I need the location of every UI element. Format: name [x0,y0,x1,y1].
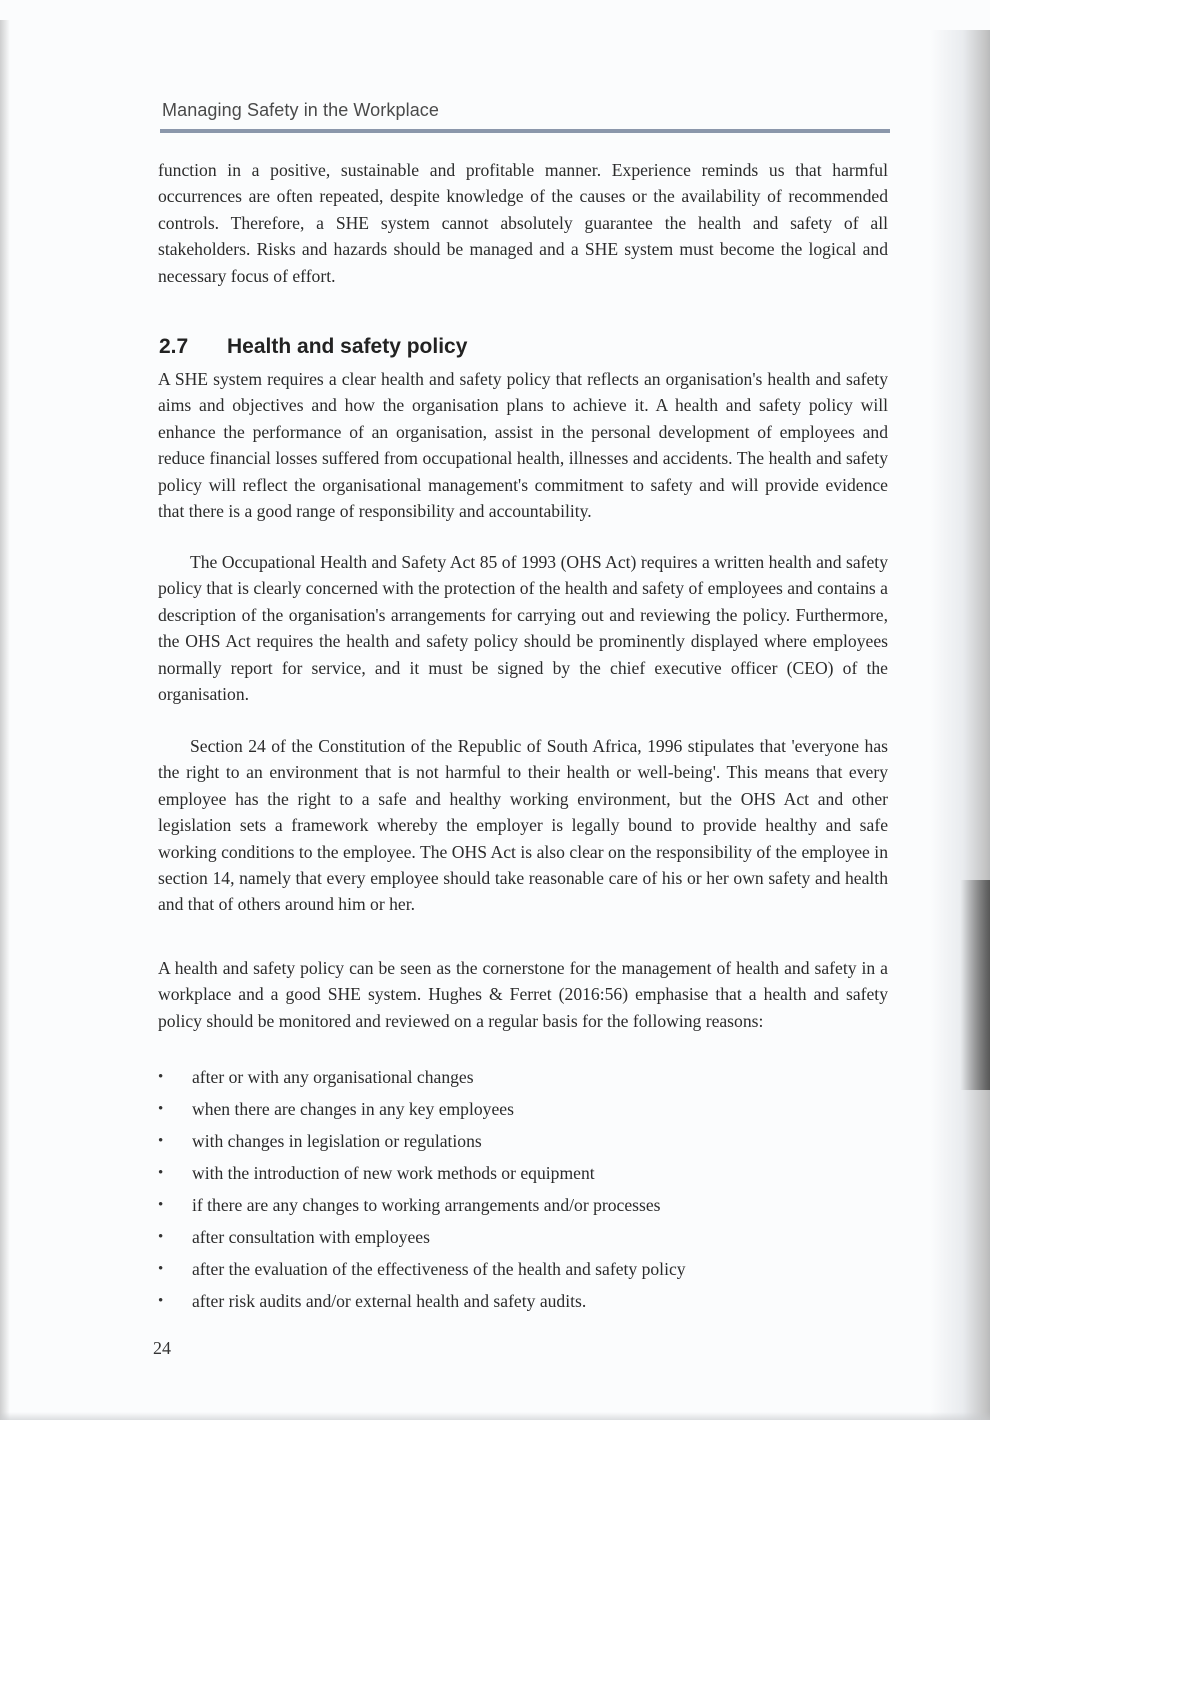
page-shadow-dark [960,880,990,1090]
intro-paragraph: function in a positive, sustainable and profitable manner. Experience reminds us that harmful occurrences are often repeated, despite knowledge of the causes or the availability of recommended controls. Therefore, a SHE system cannot absolutely guarantee the health and safety of all stakeholders. Risks and hazards should be managed and a SHE system must become the logical and necessary focus of effort. [158,160,888,286]
bullet-icon: • [158,1293,164,1309]
bullet-icon: • [158,1261,164,1277]
section-number: 2.7 [159,335,189,358]
list-item [158,1125,878,1157]
list-item [158,1093,878,1125]
bullet-icon: • [158,1069,164,1085]
body-paragraph: A SHE system requires a clear health and safety policy that reflects an organisation's health and safety aims and objectives and how the organisation plans to achieve it. A health and safety policy will enhance the performance of an organisation, assist in the personal development of employees and reduce financial losses suffered from occupational health, illnesses and accidents. The health and safety policy will reflect the organisational management's commitment to safety and will provide evidence that there is a good range of responsibility and accountability. [158,369,888,522]
body-paragraph: A health and safety policy can be seen as the cornerstone for the management of health and safety in a workplace and a good SHE system. Hughes & Ferret (2016:56) emphasise that a health and safety policy should be monitored and reviewed on a regular basis for the following reasons: [158,958,888,1031]
list-item [158,1253,878,1285]
bullet-icon: • [158,1101,164,1117]
page-bottom-edge [0,1412,990,1420]
section-heading [159,335,467,359]
list-item-text: after consultation with employees [192,1227,430,1247]
list-item-text: if there are any changes to working arrangements and/or processes [192,1195,661,1215]
section-title: Health and safety policy [227,335,468,358]
list-item [158,1157,878,1189]
list-item [158,1189,878,1221]
list-item-text: with changes in legislation or regulations [192,1131,482,1151]
list-item [158,1221,878,1253]
page-shadow [930,30,990,1420]
list-item-text: after risk audits and/or external health and safety audits. [192,1291,587,1311]
bullet-icon: • [158,1133,164,1149]
list-item-text: after or with any organisational changes [192,1067,474,1087]
list-item [158,1285,878,1317]
body-paragraph: Section 24 of the Constitution of the Republic of South Africa, 1996 stipulates that 'everyone has the right to an environment that is not harmful to their health or well-being'. This means that every employee has the right to a safe and healthy working environment, but the OHS Act and other legislation sets a framework whereby the employer is legally bound to provide healthy and safe working conditions to the employee. The OHS Act is also clear on the responsibility of the employee in section 14, namely that every employee should take reasonable care of his or her own safety and health and that of others around him or her. [158,736,888,915]
running-header: Managing Safety in the Workplace [162,100,440,120]
body-paragraph: The Occupational Health and Safety Act 85 of 1993 (OHS Act) requires a written health and safety policy that is clearly concerned with the protection of the health and safety of employees and contains a description of the organisation's arrangements for carrying out and reviewing the policy. Furthermore, the OHS Act requires the health and safety policy should be prominently displayed where employees normally report for service, and it must be signed by the chief executive officer (CEO) of the organisation. [158,552,888,705]
bullet-icon: • [158,1229,164,1245]
bullet-icon: • [158,1197,164,1213]
bullet-icon: • [158,1165,164,1181]
header-rule [160,129,890,133]
list-item-text: with the introduction of new work methods or equipment [192,1163,595,1183]
list-item-text: after the evaluation of the effectiveness of the health and safety policy [192,1259,686,1279]
list-item-text: when there are changes in any key employees [192,1099,514,1119]
review-reasons-list [158,1061,878,1317]
page-number: 24 [153,1338,171,1358]
page-binding-edge [0,20,10,1420]
list-item [158,1061,878,1093]
